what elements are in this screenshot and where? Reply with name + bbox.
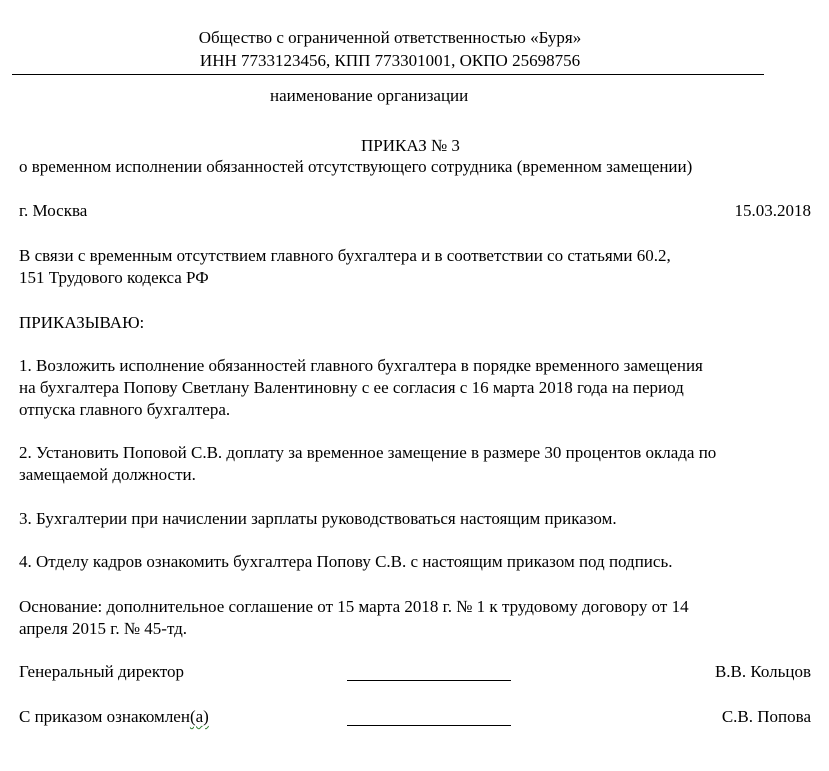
organization-caption: наименование организации bbox=[270, 86, 469, 105]
order-title: ПРИКАЗ № 3 bbox=[361, 136, 460, 155]
director-signature-line bbox=[347, 680, 511, 681]
item-1-line-1: 1. Возложить исполнение обязанностей главного бухгалтера в порядке временного замещения bbox=[19, 356, 703, 375]
acknowledgement-name: С.В. Попова bbox=[721, 707, 811, 726]
director-name: В.В. Кольцов bbox=[714, 662, 811, 681]
order-subtitle: о временном исполнении обязанностей отсутствующего сотрудника (временном замещении) bbox=[19, 157, 693, 176]
directive-heading: ПРИКАЗЫВАЮ: bbox=[19, 313, 145, 332]
organization-name: Общество с ограниченной ответственностью «Буря» bbox=[198, 28, 582, 47]
organization-codes: ИНН 7733123456, КПП 773301001, ОКПО 25698756 bbox=[199, 51, 581, 70]
organization-underline bbox=[12, 74, 764, 75]
acknowledgement-signature-line bbox=[347, 725, 511, 726]
acknowledgement-suffix: (а) bbox=[189, 707, 209, 726]
item-1-line-3: отпуска главного бухгалтера. bbox=[19, 400, 231, 419]
order-city: г. Москва bbox=[19, 201, 88, 220]
preamble-line-1: В связи с временным отсутствием главного бухгалтера и в соответствии со статьями 60.2, bbox=[19, 246, 671, 265]
basis-line-1: Основание: дополнительное соглашение от 15 марта 2018 г. № 1 к трудовому договору от 14 bbox=[19, 597, 689, 616]
order-date: 15.03.2018 bbox=[734, 201, 811, 220]
item-4-line-1: 4. Отделу кадров ознакомить бухгалтера Попову С.В. с настоящим приказом под подпись. bbox=[19, 552, 673, 571]
basis-line-2: апреля 2015 г. № 45-тд. bbox=[19, 619, 188, 638]
item-2-line-2: замещаемой должности. bbox=[19, 465, 196, 484]
item-3-line-1: 3. Бухгалтерии при начислении зарплаты руководствоваться настоящим приказом. bbox=[19, 509, 617, 528]
preamble-line-2: 151 Трудового кодекса РФ bbox=[19, 268, 209, 287]
director-title: Генеральный директор bbox=[19, 662, 185, 681]
acknowledgement-label bbox=[19, 707, 209, 727]
item-2-line-1: 2. Установить Поповой С.В. доплату за временное замещение в размере 30 процентов оклада по bbox=[19, 443, 717, 462]
acknowledgement-prefix: С приказом ознакомлен bbox=[19, 707, 190, 726]
item-1-line-2: на бухгалтера Попову Светлану Валентиновну с ее согласия с 16 марта 2018 года на период bbox=[19, 378, 684, 397]
